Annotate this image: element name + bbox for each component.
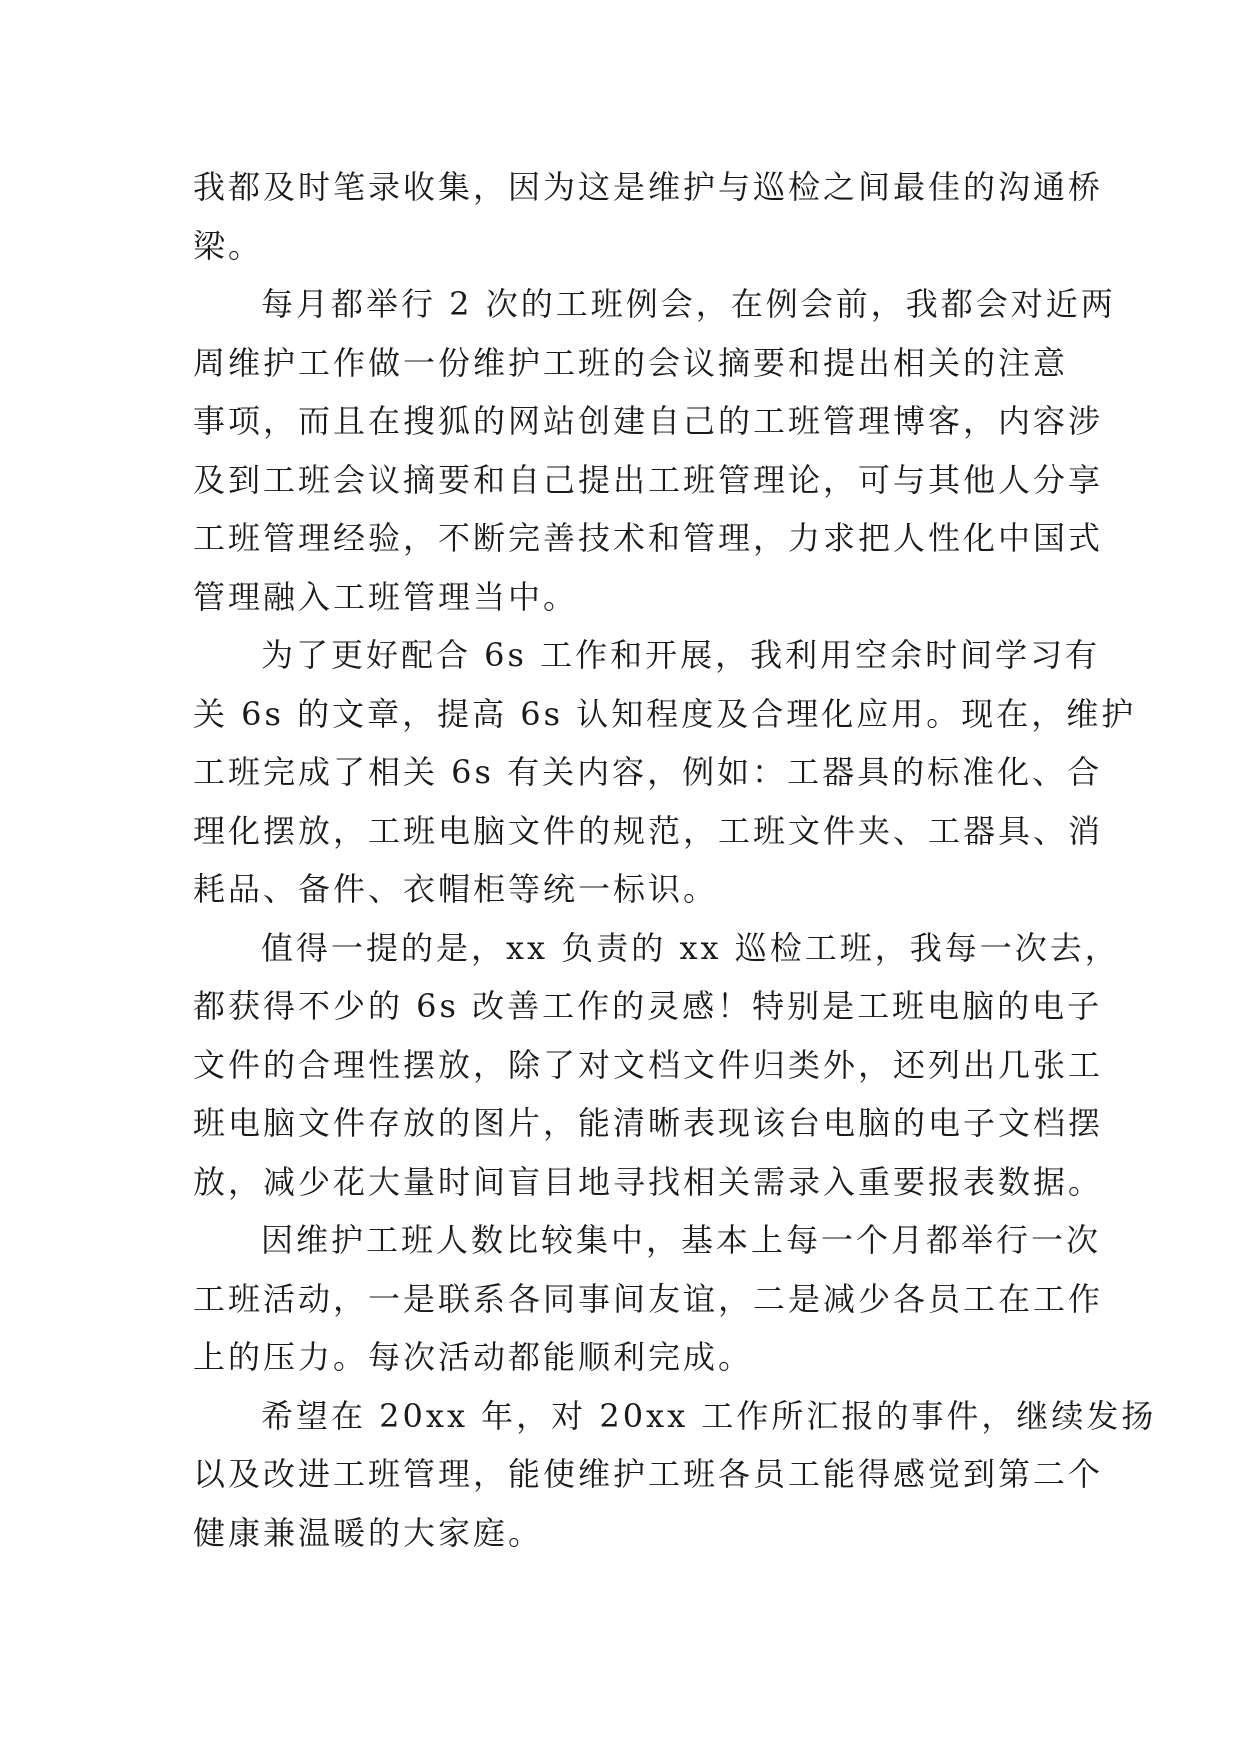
text-line: 关 6s 的文章，提高 6s 认知程度及合理化应用。现在，维护	[193, 694, 1137, 733]
text-line: 耗品、备件、衣帽柜等统一标识。	[193, 870, 719, 908]
paragraph-start-line: 为了更好配合 6s 工作和开展，我利用空余时间学习有	[261, 636, 1101, 674]
body-text	[193, 158, 1157, 1562]
text-line: 及到工班会议摘要和自己提出工班管理论，可与其他人分享	[193, 460, 1104, 499]
text-line: 以及改进工班管理，能使维护工班各员工能得感觉到第二个	[193, 1455, 1104, 1493]
paragraph-start-line: 因维护工班人数比较集中，基本上每一个月都举行一次	[261, 1221, 1102, 1259]
text-line: 梁。	[193, 226, 264, 265]
text-line: 事项，而且在搜狐的网站创建自己的工班管理博客，内容涉	[193, 402, 1104, 440]
text-line: 工班完成了相关 6s 有关内容，例如：工器具的标准化、合	[193, 753, 1103, 791]
text-line: 都获得不少的 6s 改善工作的灵感！特别是工班电脑的电子	[193, 987, 1103, 1025]
text-line: 周维护工作做一份维护工班的会议摘要和提出相关的注意	[193, 343, 1069, 382]
text-line: 工班管理经验，不断完善技术和管理，力求把人性化中国式	[193, 519, 1104, 557]
text-line: 理化摆放，工班电脑文件的规范，工班文件夹、工器具、消	[193, 811, 1104, 850]
text-line: 放，减少花大量时间盲目地寻找相关需录入重要报表数据。	[193, 1162, 1104, 1201]
paragraph-start-line: 值得一提的是，xx 负责的 xx 巡检工班，我每一次去，	[261, 928, 1120, 967]
paragraph-start-line: 每月都举行 2 次的工班例会，在例会前，我都会对近两	[261, 285, 1116, 323]
text-line: 工班活动，一是联系各同事间友谊，二是减少各员工在工作	[193, 1279, 1104, 1318]
paragraph-start-line: 希望在 20xx 年，对 20xx 工作所汇报的事件，继续发扬	[261, 1396, 1157, 1435]
text-line: 健康兼温暖的大家庭。	[193, 1513, 544, 1552]
text-line: 我都及时笔录收集，因为这是维护与巡检之间最佳的沟通桥	[193, 168, 1104, 206]
text-line: 文件的合理性摆放，除了对文档文件归类外，还列出几张工	[193, 1045, 1104, 1084]
text-line: 管理融入工班管理当中。	[193, 577, 579, 616]
text-line: 上的压力。每次活动都能顺利完成。	[193, 1338, 754, 1376]
text-line: 班电脑文件存放的图片，能清晰表现该台电脑的电子文档摆	[193, 1104, 1104, 1142]
